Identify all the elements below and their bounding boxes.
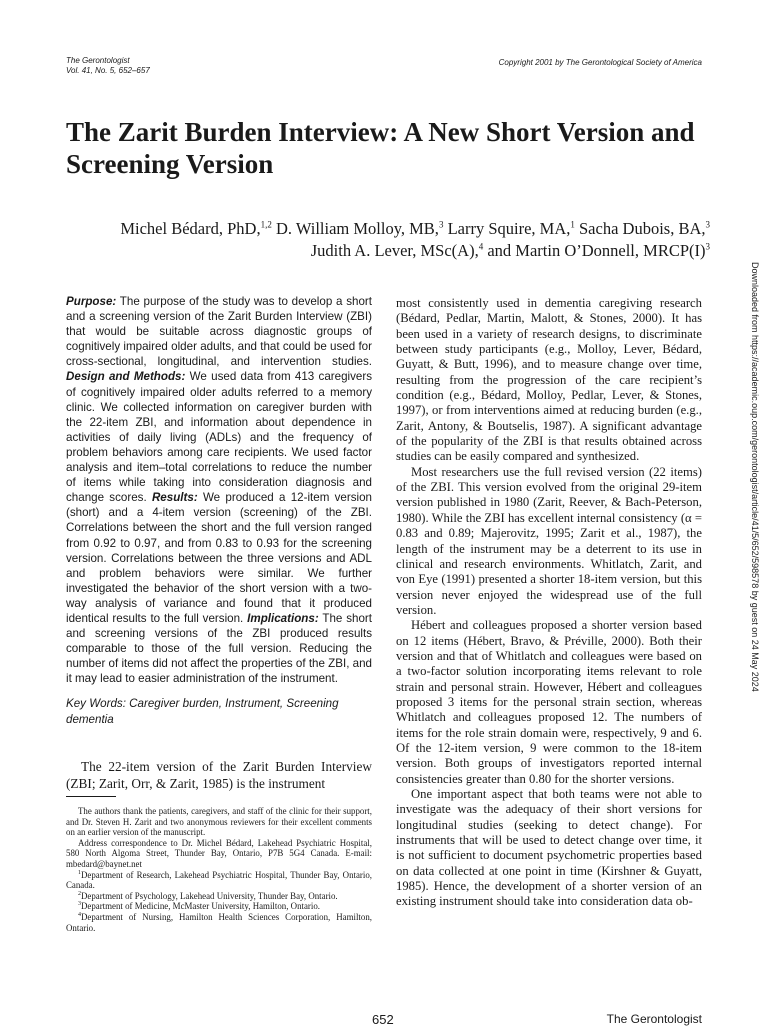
abstract-purpose: The purpose of the study was to develop a short and a screening version of the Zarit Burden Interview (ZBI) that would be suitable across diagnostic groups of cognitively impaired older adults, and that could be used for cross-sectional, longitudinal, and intervention studies. xyxy=(66,295,372,369)
abstract-section xyxy=(66,294,372,727)
abstract-label-results: Results: xyxy=(151,491,198,505)
author-list xyxy=(100,218,710,262)
page-number: 652 xyxy=(372,1012,394,1027)
body-column xyxy=(396,296,702,910)
journal-header xyxy=(66,56,150,76)
body-paragraph: Most researchers use the full revised version (22 items) of the ZBI. This version evolved from the original 29-item version published in 1980 (Zarit, Reever, & Bach-Peterson, 1980). While the ZBI has excellent internal consistency (α = 0.83 and 0.89; Majerovitz, 1995; Zarit et al., 1987), the length of the instrument may be a deterrent to its use in clinical and research environments. Whitlatch, Zarit, and von Eye (1991) presented a shorter 18-item version, but this version never enjoyed the widespread use of the full version. xyxy=(396,464,702,617)
footnote-affiliation xyxy=(66,891,372,902)
footnote-affiliation xyxy=(66,870,372,891)
journal-name: The Gerontologist xyxy=(66,56,130,65)
abstract-label-design: Design and Methods: xyxy=(66,370,186,384)
copyright-notice: Copyright 2001 by The Gerontological Society of America xyxy=(498,58,702,67)
affiliation-text: Department of Medicine, McMaster University, Hamilton, Ontario. xyxy=(81,901,320,912)
download-notice: Downloaded from https://academic.oup.com/gerontologist/article/41/5/652/598578 by guest on 24 May 2024 xyxy=(750,262,760,692)
footnote-affiliation xyxy=(66,912,372,933)
volume-info: Vol. 41, No. 5, 652–657 xyxy=(66,66,150,75)
footnote-address: Address correspondence to Dr. Michel Bédard, Lakehead Psychiatric Hospital, 580 North Algoma Street, Thunder Bay, Ontario, P7B 5G4 Canada. E-mail: mbedard@baynet.net xyxy=(66,837,372,869)
intro-paragraph: The 22-item version of the Zarit Burden Interview (ZBI; Zarit, Orr, & Zarit, 1985) is the instrument xyxy=(66,759,372,791)
affiliation-marker: 4 xyxy=(78,911,81,918)
footnote-affiliation xyxy=(66,901,372,912)
affiliation-marker: 1 xyxy=(78,869,81,876)
body-paragraph: Hébert and colleagues proposed a shorter version based on 12 items (Hébert, Bravo, & Préville, 2000). Both their version and that of Whitlatch and colleagues were based on a two-factor solution incorporating items relevant to role strain and personal strain. However, Hébert and colleagues proposed 3 items for the personal strain section, whereas Whitlatch and colleagues proposed 12. The numbers of items for the role strain domain were, respectively, 9 and 6. Of the 12-item version, 9 were common to the 18-item version. Both groups of investigators reported internal consistencies greater than 0.80 for the shorter versions. xyxy=(396,618,702,786)
body-paragraph: most consistently used in dementia caregiving research (Bédard, Pedlar, Martin, Malott, & Stones, 2000). It has been used in a variety of research designs, to discriminate between study participants (e.g., Molloy, Lever, Bédard, Guyatt, & Butt, 1996), and to measure change over time, resulting from the progression of the care recipient’s condition (e.g., Bédard, Molloy, Pedlar, Lever, & Stones, 1997), or from interventions aimed at reducing burden (e.g., Zarit, Antony, & Boutselis, 1987). A significant advantage of the popularity of the ZBI is that results obtained across studies can be easily compared and synthesized. xyxy=(396,296,702,464)
abstract-results: We produced a 12-item version (short) and a 4-item version (screening) of the ZBI. Correlations between the short and the full version ranged from 0.92 to 0.97, and from 0.83 to 0.93 for the screening version. Correlations between the three versions and ADL and problem behaviors were similar. We further investigated the behavior of the short version with a two-way analysis of variance and found that it produced identical results to the full version. xyxy=(66,491,372,625)
footer-journal-name: The Gerontologist xyxy=(606,1012,702,1026)
affiliation-marker: 3 xyxy=(438,219,444,230)
footnote-acknowledgment: The authors thank the patients, caregivers, and staff of the clinic for their support, and Dr. Steven H. Zarit and two anonymous reviewers for their excellent comments on an earlier version of the manuscript. xyxy=(66,806,372,838)
affiliation-marker: 4 xyxy=(478,241,484,252)
author-name: Sacha Dubois, BA, xyxy=(574,219,706,238)
affiliation-marker: 1 xyxy=(570,219,575,230)
author-name: Michel Bédard, PhD, xyxy=(120,219,261,238)
affiliation-marker: 2 xyxy=(78,890,81,897)
affiliation-marker: 3 xyxy=(78,901,81,908)
abstract-label-purpose: Purpose: xyxy=(66,295,117,308)
author-name: D. William Molloy, MB, xyxy=(271,219,439,238)
footnote-rule xyxy=(66,796,116,797)
article-title: The Zarit Burden Interview: A New Short Version and Screening Version xyxy=(66,117,695,179)
abstract-implications: The short and screening versions of the ZBI produced results comparable to those of the full version. Reducing the number of items did not affect the properties of the ZBI, and it may lead to easier administration of the instrument. xyxy=(66,611,372,686)
keywords: Key Words: Caregiver burden, Instrument, Screening dementia xyxy=(66,697,339,726)
abstract-text xyxy=(66,294,372,686)
affiliation-text: Department of Research, Lakehead Psychiatric Hospital, Thunder Bay, Ontario, Canada. xyxy=(66,869,372,891)
affiliation-text: Department of Nursing, Hamilton Health Sciences Corporation, Hamilton, Ontario. xyxy=(66,911,372,933)
affiliation-text: Department of Psychology, Lakehead University, Thunder Bay, Ontario. xyxy=(81,890,338,901)
author-name: and Martin O’Donnell, MRCP(I) xyxy=(483,241,706,260)
body-paragraph: One important aspect that both teams were not able to investigate was the adequacy of their short versions for longitudinal studies (seeking to detect change). For instruments that will be used to detect change over time, it is not sufficient to document psychometric properties based on data collected at one point in time (Kirshner & Guyatt, 1985). Hence, the development of a shorter version of an existing instrument should take into consideration data ob- xyxy=(396,787,702,909)
abstract-label-implications: Implications: xyxy=(247,611,319,625)
affiliation-marker: 1,2 xyxy=(260,219,272,230)
footnotes xyxy=(66,806,372,933)
affiliation-marker: 3 xyxy=(705,219,710,230)
abstract-design: We used data from 413 caregivers of cognitively impaired older adults referred to a memory clinic. We collected information on caregiver burden with the 22-item ZBI, and information about dependence in activities of daily living (ADLs) and the frequency of problem behaviors among care recipients. We used factor analysis and item–total correlations to reduce the number of items while taking into consideration diagnosis and change scores. xyxy=(66,370,372,505)
author-name: Larry Squire, MA, xyxy=(443,219,571,238)
author-name: Judith A. Lever, MSc(A), xyxy=(310,241,479,260)
affiliation-marker: 3 xyxy=(705,241,710,252)
